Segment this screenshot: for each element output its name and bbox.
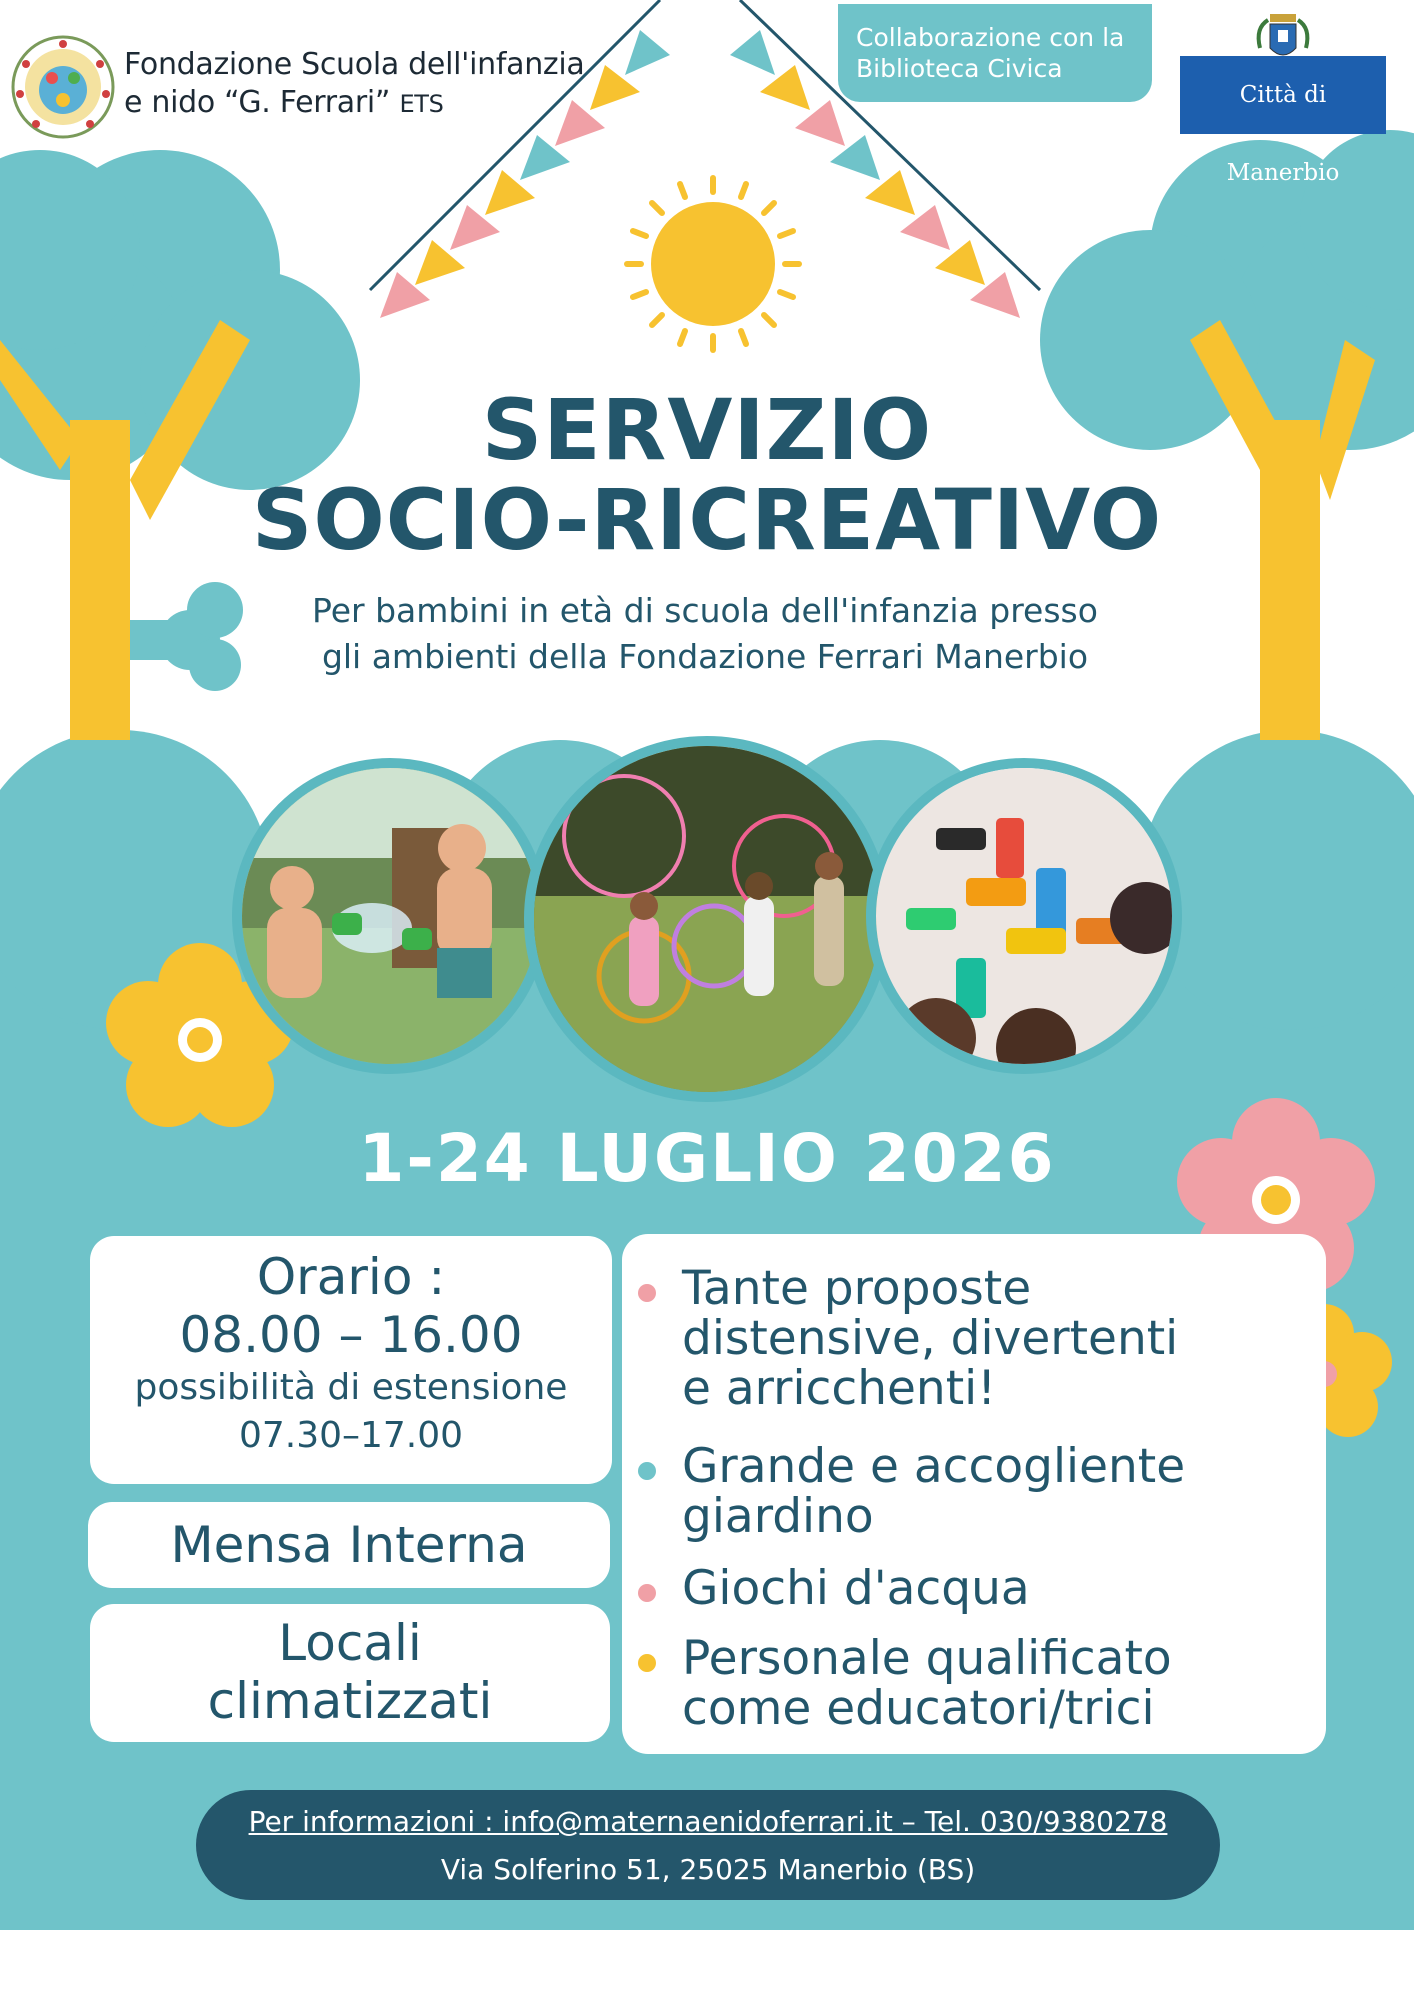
photo-water-play — [232, 758, 548, 1074]
feature-1-line1: Tante proposte — [682, 1261, 1032, 1316]
locali-line2: climatizzati — [207, 1672, 493, 1730]
feature-item — [682, 1561, 1030, 1616]
toy-blocks-photo-icon — [876, 768, 1172, 1064]
photo-toy-blocks — [866, 758, 1182, 1074]
orario-box — [90, 1236, 612, 1484]
bullet-dot-icon — [638, 1462, 656, 1480]
city-name: Città di Manerbio — [1180, 56, 1386, 134]
locali-box — [90, 1604, 610, 1742]
feature-3-line1: Giochi d'acqua — [682, 1561, 1030, 1616]
collab-line2: Biblioteca Civica — [856, 54, 1063, 83]
orario-extension-time: 07.30–17.00 — [238, 1415, 464, 1456]
orario-time: 08.00 – 16.00 — [179, 1306, 523, 1364]
subtitle — [200, 588, 1210, 680]
collab-line1: Collaborazione con la — [856, 23, 1125, 52]
photo-hula-hoop — [524, 736, 890, 1102]
subtitle-line1: Per bambini in età di scuola dell'infanzia presso — [312, 591, 1098, 630]
feature-item — [682, 1261, 1179, 1416]
feature-item — [682, 1439, 1186, 1544]
feature-1-line2: distensive, divertenti — [682, 1311, 1179, 1366]
features-box — [622, 1234, 1326, 1754]
org-name-line1: Fondazione Scuola dell'infanzia — [124, 47, 585, 82]
subtitle-line2: gli ambienti della Fondazione Ferrari Manerbio — [321, 637, 1089, 676]
feature-2-line1: Grande e accogliente — [682, 1439, 1186, 1494]
main-title-line1: SERVIZIO — [481, 381, 933, 479]
org-name-suffix: ETS — [399, 90, 444, 118]
event-date: 1-24 LUGLIO 2026 — [358, 1120, 1056, 1197]
mensa-box: Mensa Interna — [88, 1502, 610, 1588]
feature-4-line1: Personale qualificato — [682, 1631, 1172, 1686]
orario-extension-label: possibilità di estensione — [134, 1367, 568, 1408]
org-name — [124, 46, 584, 123]
address: Via Solferino 51, 25025 Manerbio (BS) — [440, 1853, 976, 1886]
collaboration-badge — [838, 4, 1152, 102]
org-name-line2-text: e nido “G. Ferrari” — [124, 85, 391, 120]
main-title-line2: SOCIO-RICREATIVO — [251, 471, 1163, 569]
feature-2-line2: giardino — [682, 1489, 874, 1544]
fondazione-logo-icon — [10, 34, 116, 140]
water-play-photo-icon — [242, 768, 538, 1064]
bullet-dot-icon — [638, 1654, 656, 1672]
feature-4-line2: come educatori/trici — [682, 1681, 1155, 1736]
orario-heading: Orario : — [256, 1248, 446, 1306]
bullet-dot-icon — [638, 1284, 656, 1302]
hula-hoop-photo-icon — [534, 746, 880, 1092]
contact-info-link[interactable]: Per informazioni : info@maternaenidoferrari.it – Tel. 030/9380278 — [248, 1805, 1168, 1838]
city-logo — [1180, 8, 1386, 186]
bullet-dot-icon — [638, 1584, 656, 1602]
contact-footer — [196, 1790, 1220, 1900]
feature-item — [682, 1631, 1172, 1736]
locali-line1: Locali — [278, 1614, 422, 1672]
sun-icon — [627, 178, 799, 350]
org-name-line2 — [124, 84, 584, 123]
feature-1-line3: e arricchenti! — [682, 1361, 997, 1416]
